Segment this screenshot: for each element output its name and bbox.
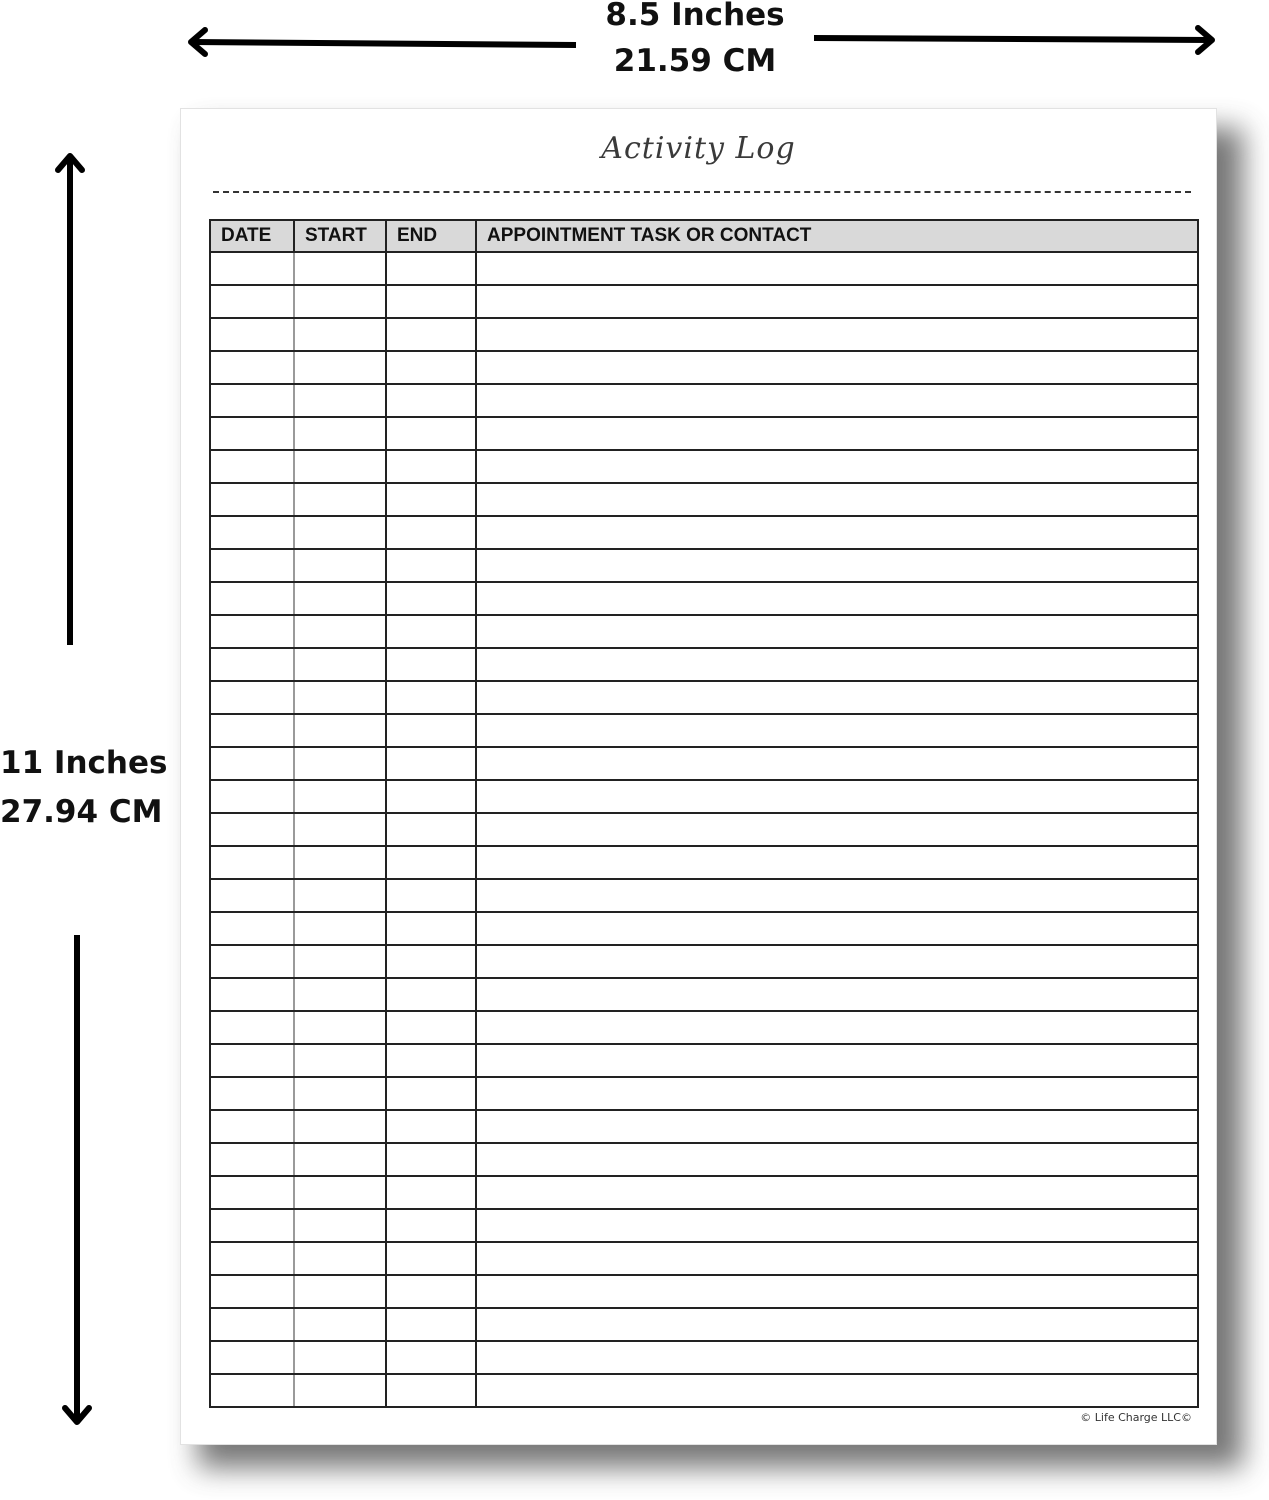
width-inches-label: 8.5 Inches — [605, 0, 785, 33]
log-cell-end[interactable] — [386, 549, 476, 582]
log-cell-date[interactable] — [210, 1110, 294, 1143]
log-cell-date[interactable] — [210, 1341, 294, 1374]
log-cell-appointment[interactable] — [476, 549, 1198, 582]
log-cell-appointment[interactable] — [476, 417, 1198, 450]
table-row — [210, 747, 1198, 780]
log-cell-end[interactable] — [386, 879, 476, 912]
log-cell-end[interactable] — [386, 582, 476, 615]
height-cm-label: 27.94 CM — [0, 794, 163, 830]
log-cell-end[interactable] — [386, 846, 476, 879]
title-divider — [213, 191, 1191, 193]
log-cell-appointment[interactable] — [476, 252, 1198, 285]
log-cell-appointment[interactable] — [476, 318, 1198, 351]
table-row — [210, 1176, 1198, 1209]
column-header-start: START — [294, 220, 386, 252]
log-cell-appointment[interactable] — [476, 1143, 1198, 1176]
log-cell-start[interactable] — [294, 285, 386, 318]
log-cell-date[interactable] — [210, 1275, 294, 1308]
table-row — [210, 1275, 1198, 1308]
table-row — [210, 1077, 1198, 1110]
log-cell-start[interactable] — [294, 1110, 386, 1143]
log-cell-date[interactable] — [210, 1044, 294, 1077]
log-cell-appointment[interactable] — [476, 1176, 1198, 1209]
log-cell-appointment[interactable] — [476, 879, 1198, 912]
table-row — [210, 945, 1198, 978]
log-cell-date[interactable] — [210, 483, 294, 516]
log-cell-start[interactable] — [294, 1044, 386, 1077]
log-cell-end[interactable] — [386, 714, 476, 747]
table-row — [210, 1341, 1198, 1374]
log-cell-date[interactable] — [210, 648, 294, 681]
log-cell-start[interactable] — [294, 483, 386, 516]
log-cell-start[interactable] — [294, 747, 386, 780]
log-cell-appointment[interactable] — [476, 681, 1198, 714]
log-cell-appointment[interactable] — [476, 714, 1198, 747]
log-cell-date[interactable] — [210, 351, 294, 384]
log-cell-end[interactable] — [386, 285, 476, 318]
log-cell-end[interactable] — [386, 1341, 476, 1374]
log-cell-end[interactable] — [386, 813, 476, 846]
table-row — [210, 1011, 1198, 1044]
log-cell-start[interactable] — [294, 1176, 386, 1209]
log-cell-start[interactable] — [294, 1341, 386, 1374]
log-cell-date[interactable] — [210, 681, 294, 714]
log-cell-appointment[interactable] — [476, 384, 1198, 417]
log-cell-appointment[interactable] — [476, 648, 1198, 681]
log-cell-end[interactable] — [386, 483, 476, 516]
column-header-end: END — [386, 220, 476, 252]
log-cell-end[interactable] — [386, 978, 476, 1011]
log-cell-end[interactable] — [386, 912, 476, 945]
log-cell-appointment[interactable] — [476, 780, 1198, 813]
log-cell-date[interactable] — [210, 1374, 294, 1407]
table-row — [210, 714, 1198, 747]
log-cell-start[interactable] — [294, 1077, 386, 1110]
log-cell-appointment[interactable] — [476, 846, 1198, 879]
log-cell-end[interactable] — [386, 516, 476, 549]
log-cell-start[interactable] — [294, 681, 386, 714]
log-cell-end[interactable] — [386, 1374, 476, 1407]
arrow-right-icon — [814, 28, 1212, 52]
log-cell-start[interactable] — [294, 1374, 386, 1407]
log-cell-end[interactable] — [386, 1209, 476, 1242]
log-cell-end[interactable] — [386, 648, 476, 681]
log-cell-appointment[interactable] — [476, 483, 1198, 516]
log-cell-end[interactable] — [386, 945, 476, 978]
log-cell-date[interactable] — [210, 714, 294, 747]
log-cell-appointment[interactable] — [476, 1374, 1198, 1407]
log-cell-appointment[interactable] — [476, 978, 1198, 1011]
log-cell-appointment[interactable] — [476, 351, 1198, 384]
log-cell-start[interactable] — [294, 1209, 386, 1242]
log-cell-date[interactable] — [210, 747, 294, 780]
table-row — [210, 1110, 1198, 1143]
log-cell-end[interactable] — [386, 1176, 476, 1209]
activity-log-sheet — [180, 108, 1217, 1445]
table-row — [210, 780, 1198, 813]
log-cell-appointment[interactable] — [476, 1308, 1198, 1341]
log-cell-appointment[interactable] — [476, 1242, 1198, 1275]
log-cell-start[interactable] — [294, 912, 386, 945]
sheet-title: Activity Log — [601, 131, 796, 166]
log-cell-appointment[interactable] — [476, 516, 1198, 549]
arrow-up-icon — [58, 156, 82, 645]
column-header-date: DATE — [210, 220, 294, 252]
log-cell-end[interactable] — [386, 747, 476, 780]
table-row — [210, 549, 1198, 582]
table-row — [210, 285, 1198, 318]
log-cell-appointment[interactable] — [476, 1011, 1198, 1044]
copyright-notice: © Life Charge LLC© — [1080, 1411, 1192, 1424]
height-inches-label: 11 Inches — [0, 745, 168, 781]
log-cell-appointment[interactable] — [476, 1044, 1198, 1077]
log-cell-start[interactable] — [294, 978, 386, 1011]
table-row — [210, 846, 1198, 879]
log-cell-date[interactable] — [210, 912, 294, 945]
table-header-row — [210, 220, 1198, 252]
log-cell-end[interactable] — [386, 351, 476, 384]
table-row — [210, 1143, 1198, 1176]
table-row — [210, 252, 1198, 285]
table-body — [210, 252, 1198, 1407]
table-row — [210, 351, 1198, 384]
log-cell-end[interactable] — [386, 780, 476, 813]
log-cell-end[interactable] — [386, 1077, 476, 1110]
log-cell-appointment[interactable] — [476, 1341, 1198, 1374]
log-cell-date[interactable] — [210, 615, 294, 648]
log-cell-date[interactable] — [210, 1308, 294, 1341]
arrow-left-icon — [191, 30, 576, 54]
table-row — [210, 516, 1198, 549]
arrow-down-icon — [65, 935, 89, 1422]
log-cell-end[interactable] — [386, 318, 476, 351]
log-cell-date[interactable] — [210, 252, 294, 285]
log-cell-appointment[interactable] — [476, 450, 1198, 483]
log-cell-appointment[interactable] — [476, 1209, 1198, 1242]
log-cell-start[interactable] — [294, 450, 386, 483]
log-cell-start[interactable] — [294, 945, 386, 978]
log-cell-date[interactable] — [210, 780, 294, 813]
log-cell-appointment[interactable] — [476, 615, 1198, 648]
column-header-appointment: APPOINTMENT TASK OR CONTACT — [476, 220, 1198, 252]
table-row — [210, 450, 1198, 483]
log-cell-appointment[interactable] — [476, 1110, 1198, 1143]
table-row — [210, 1308, 1198, 1341]
table-row — [210, 1044, 1198, 1077]
log-cell-date[interactable] — [210, 582, 294, 615]
log-cell-appointment[interactable] — [476, 912, 1198, 945]
log-cell-end[interactable] — [386, 252, 476, 285]
log-cell-start[interactable] — [294, 318, 386, 351]
log-cell-date[interactable] — [210, 318, 294, 351]
table-row — [210, 1374, 1198, 1407]
log-cell-date[interactable] — [210, 417, 294, 450]
log-cell-date[interactable] — [210, 978, 294, 1011]
log-cell-appointment[interactable] — [476, 1077, 1198, 1110]
log-cell-start[interactable] — [294, 615, 386, 648]
table-row — [210, 615, 1198, 648]
log-cell-start[interactable] — [294, 648, 386, 681]
log-cell-end[interactable] — [386, 1308, 476, 1341]
log-cell-appointment[interactable] — [476, 813, 1198, 846]
width-cm-label: 21.59 CM — [613, 43, 777, 79]
table-row — [210, 879, 1198, 912]
log-cell-date[interactable] — [210, 1143, 294, 1176]
log-cell-end[interactable] — [386, 450, 476, 483]
log-cell-start[interactable] — [294, 549, 386, 582]
log-cell-date[interactable] — [210, 285, 294, 318]
log-cell-start[interactable] — [294, 1275, 386, 1308]
log-cell-date[interactable] — [210, 1077, 294, 1110]
log-cell-start[interactable] — [294, 252, 386, 285]
log-cell-end[interactable] — [386, 1110, 476, 1143]
log-cell-start[interactable] — [294, 1308, 386, 1341]
table-row — [210, 1209, 1198, 1242]
log-cell-start[interactable] — [294, 351, 386, 384]
log-cell-date[interactable] — [210, 1011, 294, 1044]
table-row — [210, 318, 1198, 351]
log-cell-appointment[interactable] — [476, 747, 1198, 780]
table-row — [210, 681, 1198, 714]
table-row — [210, 1242, 1198, 1275]
log-cell-end[interactable] — [386, 1044, 476, 1077]
log-cell-date[interactable] — [210, 384, 294, 417]
log-cell-date[interactable] — [210, 450, 294, 483]
log-cell-appointment[interactable] — [476, 945, 1198, 978]
log-cell-date[interactable] — [210, 1242, 294, 1275]
log-cell-start[interactable] — [294, 780, 386, 813]
log-cell-end[interactable] — [386, 417, 476, 450]
log-cell-date[interactable] — [210, 1176, 294, 1209]
log-cell-end[interactable] — [386, 1143, 476, 1176]
log-cell-start[interactable] — [294, 417, 386, 450]
log-cell-end[interactable] — [386, 1275, 476, 1308]
log-cell-end[interactable] — [386, 1011, 476, 1044]
log-cell-start[interactable] — [294, 384, 386, 417]
log-cell-date[interactable] — [210, 846, 294, 879]
activity-log-table — [209, 219, 1199, 1408]
log-cell-end[interactable] — [386, 615, 476, 648]
log-cell-date[interactable] — [210, 879, 294, 912]
log-cell-date[interactable] — [210, 813, 294, 846]
log-cell-start[interactable] — [294, 1143, 386, 1176]
log-cell-date[interactable] — [210, 1209, 294, 1242]
log-cell-start[interactable] — [294, 582, 386, 615]
log-cell-start[interactable] — [294, 813, 386, 846]
log-cell-appointment[interactable] — [476, 582, 1198, 615]
table-row — [210, 417, 1198, 450]
log-cell-appointment[interactable] — [476, 285, 1198, 318]
log-cell-end[interactable] — [386, 1242, 476, 1275]
log-cell-start[interactable] — [294, 1011, 386, 1044]
log-cell-start[interactable] — [294, 516, 386, 549]
table-row — [210, 648, 1198, 681]
table-row — [210, 813, 1198, 846]
log-cell-end[interactable] — [386, 681, 476, 714]
log-cell-appointment[interactable] — [476, 1275, 1198, 1308]
table-row — [210, 483, 1198, 516]
table-row — [210, 978, 1198, 1011]
log-cell-start[interactable] — [294, 1242, 386, 1275]
table-row — [210, 384, 1198, 417]
log-cell-start[interactable] — [294, 714, 386, 747]
log-cell-start[interactable] — [294, 846, 386, 879]
log-cell-end[interactable] — [386, 384, 476, 417]
log-cell-start[interactable] — [294, 879, 386, 912]
table-row — [210, 582, 1198, 615]
table-row — [210, 912, 1198, 945]
log-cell-date[interactable] — [210, 945, 294, 978]
log-cell-date[interactable] — [210, 516, 294, 549]
log-cell-date[interactable] — [210, 549, 294, 582]
